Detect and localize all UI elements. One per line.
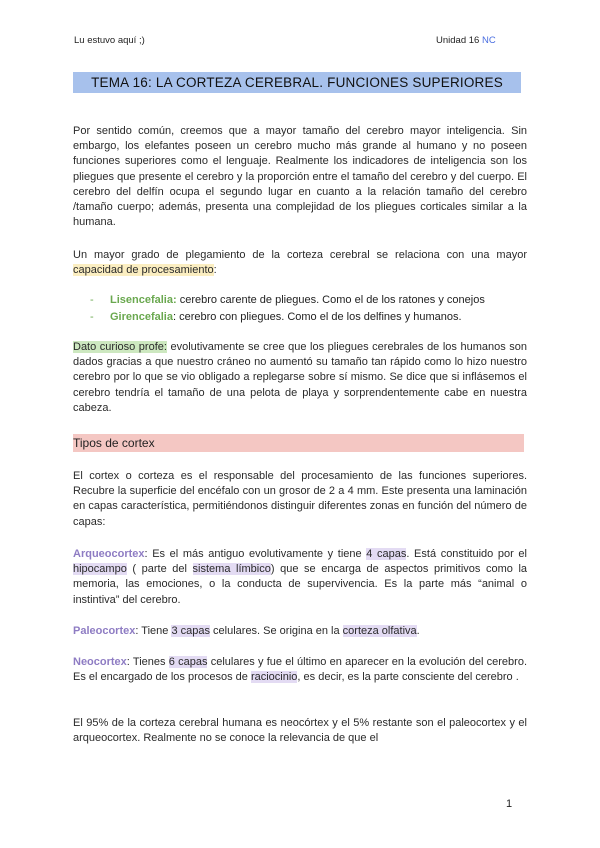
arqueocortex-highlight-1: 4 capas	[366, 548, 407, 560]
neocortex-text-1: : Tienes	[126, 656, 169, 668]
neocortex-paragraph	[73, 655, 527, 685]
neocortex-text-2: celulares y fue el último en aparecer en la evolución del cerebro. Es el encargado de los procesos de	[73, 656, 528, 684]
header-right	[436, 35, 496, 46]
final-paragraph: El 95% de la corteza cerebral humana es neocórtex y el 5% restante son el paleocortex y el arqueocortex. Realmente no se conoce la relevancia de que el	[73, 717, 527, 745]
arqueocortex-term: Arqueocortex	[73, 548, 145, 560]
plegamiento-highlight: capacidad de procesamiento	[73, 264, 214, 277]
arqueocortex-highlight-3: sistema límbico	[192, 563, 271, 576]
page-title: TEMA 16: LA CORTEZA CEREBRAL. FUNCIONES SUPERIORES	[73, 72, 521, 93]
arqueocortex-text-2: . Está constituido por el	[406, 548, 527, 560]
paleocortex-text-2: celulares. Se origina en la	[209, 625, 343, 637]
neocortex-text-3: , es decir, es la parte consciente del cerebro .	[297, 671, 519, 684]
intro-paragraph: Por sentido común, creemos que a mayor tamaño del cerebro mayor inteligencia. Sin embargo, los elefantes poseen un cerebro mucho más grande al humano y no poseen funciones superiores como el lenguaje. Realmente los indicadores de inteligencia son los pliegues que presente el cerebro y la proporción entre el tamaño del cerebro y del cuerpo. El cerebro del delfín ocupa el segundo lugar en cuanto a la relación tamaño del cerebro /tamaño cuerpo; además, presenta una complejidad de los pliegues corticales similar a la humana.	[73, 125, 527, 229]
header-unit-tag: NC	[481, 35, 496, 46]
list-term: Girencefalia	[110, 311, 173, 323]
neocortex-highlight-2: raciocinio	[250, 671, 298, 684]
arqueocortex-text-4: ) que se encarga de aspectos primitivos como la memoria, las emociones, o la conducta de supervivencia. Es la parte más “animal o instintiva” del cerebro.	[73, 563, 528, 606]
list-text: : cerebro con pliegues. Como el de los delfines y humanos.	[172, 311, 462, 323]
list-item	[90, 309, 530, 326]
list-term: Lisencefalia:	[110, 294, 177, 306]
cortex-intro-paragraph: El cortex o corteza es el responsable del procesamiento de las funciones superiores. Recubre la superficie del encéfalo con un grosor de 2 a 4 mm. Este presenta una laminación en capas característica, permitiéndonos distinguir diferentes zonas en función del número de capas:	[73, 470, 527, 528]
neocortex-term: Neocortex	[73, 656, 127, 668]
paleocortex-text-1: : Tiene	[135, 625, 172, 637]
dato-curioso-label: Dato curioso profe:	[73, 341, 167, 353]
paleocortex-term: Paleocortex	[73, 625, 136, 637]
list-text: cerebro carente de pliegues. Como el de los ratones y conejos	[176, 294, 485, 306]
plegamiento-text: Un mayor grado de plegamiento de la corteza cerebral se relaciona con una mayor	[73, 249, 527, 261]
arqueocortex-text-1: : Es el más antiguo evolutivamente y tiene	[144, 548, 367, 560]
header-left: Lu estuvo aquí ;)	[74, 35, 145, 46]
list-dash: -	[90, 311, 94, 323]
arqueocortex-text-3: ( parte del	[126, 563, 193, 576]
arqueocortex-highlight-2: hipocampo	[73, 563, 127, 576]
section-heading: Tipos de cortex	[73, 434, 524, 452]
dato-curioso-text: evolutivamente se cree que los pliegues cerebrales de los humanos son dados gracias a que nuestro cráneo no aumentó su tamaño tan rápido como lo hizo nuestro cerebro por lo que se vio obligado a replegarse sobre sí mismo. Se dice que si inflásemos el cerebro tendría el tamaño de una pelota de playa y sorprendentemente cabe en nuestra cabeza.	[73, 341, 527, 414]
paleocortex-highlight-2: corteza olfativa	[342, 625, 417, 637]
dato-curioso-paragraph	[73, 340, 527, 416]
list-item	[90, 292, 530, 309]
arqueocortex-paragraph	[73, 547, 527, 608]
paleocortex-paragraph	[73, 624, 527, 639]
folding-list	[90, 292, 530, 326]
list-dash: -	[90, 294, 94, 306]
header-unit: Unidad 16	[436, 35, 480, 46]
paleocortex-highlight-1: 3 capas	[171, 625, 210, 637]
plegamiento-paragraph	[73, 248, 527, 278]
plegamiento-end: :	[213, 264, 217, 277]
neocortex-highlight-1: 6 capas	[168, 656, 208, 668]
paleocortex-text-3: .	[416, 625, 420, 637]
page-number: 1	[506, 798, 513, 810]
